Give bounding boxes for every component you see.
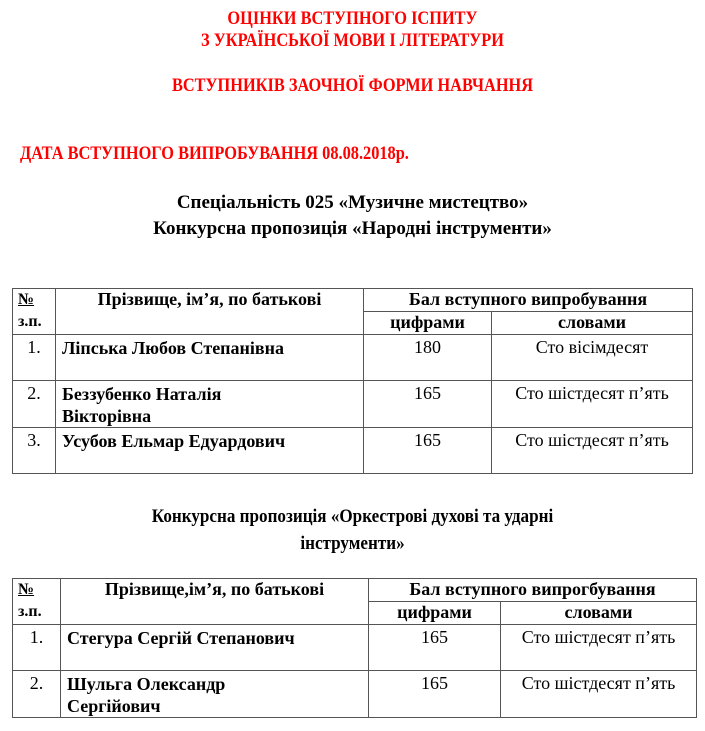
row-score-words: Сто шістдесят п’ять [492,428,693,474]
name-line-1: Беззубенко Наталія [62,384,222,404]
row-score-digits: 180 [364,335,492,381]
section-2-title-line-2: інструменти» [300,533,405,554]
header-digits: цифрами [369,602,501,625]
row-name [61,625,369,671]
heading-line-2: З УКРАЇНСЬКОЇ МОВИ І ЛІТЕРАТУРИ [201,30,504,51]
header-name: Прізвище, ім’я, по батькові [56,289,364,335]
exam-date: ДАТА ВСТУПНОГО ВИПРОБУВАННЯ 08.08.2018р. [20,143,409,164]
header-score: Бал вступного випрогбування [369,579,697,602]
table-row [13,671,697,718]
table-row [13,381,693,428]
row-score-digits: 165 [364,381,492,428]
row-score-words: Сто шістдесят п’ять [501,625,697,671]
row-name [56,335,364,381]
header-number [13,289,56,335]
name-line-1: Шульга Олександр [67,674,226,694]
header-number-abbr: з.п. [18,313,42,330]
header-number-symbol: № [18,291,35,308]
name-line-2: Сергійович [67,696,161,716]
row-name [56,381,364,428]
name-line-2: Вікторівна [62,406,152,426]
row-score-words: Сто шістдесят п’ять [492,381,693,428]
section-2-title-line-1: Конкурсна пропозиція «Оркестрові духові та ударні [151,506,554,527]
row-name [61,671,369,718]
header-words: словами [492,312,693,335]
results-table-folk-instruments [12,288,693,474]
row-name [56,428,364,474]
row-score-words: Сто вісімдесят [492,335,693,381]
table-row [13,625,697,671]
header-number [13,579,61,625]
header-digits: цифрами [364,312,492,335]
results-table-orchestral-instruments [12,578,697,718]
header-name: Прізвище,ім’я, по батькові [61,579,369,625]
row-score-digits: 165 [369,671,501,718]
row-score-digits: 165 [369,625,501,671]
header-score: Бал вступного випробування [364,289,693,312]
row-number: 3. [13,428,56,474]
row-number: 2. [13,671,61,718]
table-row [13,428,693,474]
name-line-1: Ліпська Любов Степанівна [62,338,285,358]
name-line-1: Стегура Сергій Степанович [67,628,295,648]
heading-line-3: ВСТУПНИКІВ ЗАОЧНОЇ ФОРМИ НАВЧАННЯ [171,75,534,96]
row-number: 1. [13,625,61,671]
table-row [13,335,693,381]
header-words: словами [501,602,697,625]
section-1-title: Конкурсна пропозиція «Народні інструменти» [153,218,552,239]
specialty-title: Спеціальність 025 «Музичне мистецтво» [176,192,529,213]
row-number: 1. [13,335,56,381]
heading-line-1: ОЦІНКИ ВСТУПНОГО ІСПИТУ [227,8,478,29]
row-score-digits: 165 [364,428,492,474]
row-score-words: Сто шістдесят п’ять [501,671,697,718]
header-number-symbol: № [18,581,35,598]
header-number-abbr: з.п. [18,603,42,620]
row-number: 2. [13,381,56,428]
name-line-1: Усубов Ельмар Едуардович [62,431,286,451]
